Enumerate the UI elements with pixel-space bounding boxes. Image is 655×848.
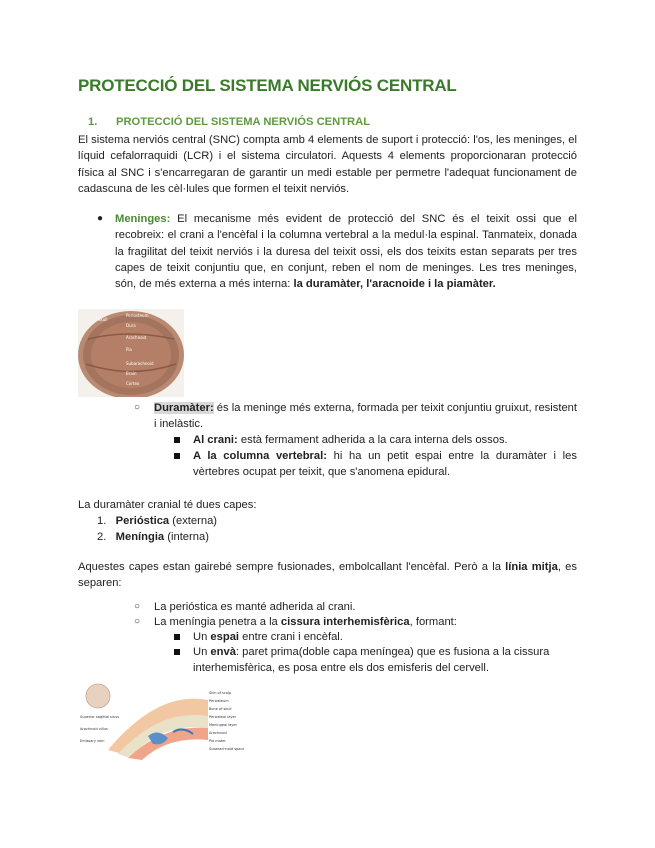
fig1-label: Dura	[126, 323, 136, 328]
bullet-icon: ●	[97, 213, 104, 224]
fig2-left-label: Emissary vein	[80, 739, 105, 743]
meninges-text: El mecanisme més evident de protecció del SNC és el teixit ossi que el recobreix: el crani a l'encèfal i la columna vertebral a la medul·la espinal. Tanmateix, donada la fragilitat del teixit nerviós i la duresa del teixit ossi, els dos teixits estan separats per tres capes de teixit conjuntiu que, en conjunt, reben el nom de meninges. Les tres meninges, són, de més externa a més interna:	[115, 213, 577, 291]
columna-label: A la columna vertebral:	[193, 450, 327, 462]
cranial-intro: La duramàter cranial té dues capes:	[78, 499, 257, 511]
page-title: PROTECCIÓ DEL SISTEMA NERVIÓS CENTRAL	[78, 76, 457, 95]
duramater-text: és la meninge més externa, formada per teixit conjuntiu gruixut, resistent i inelàstic.	[154, 402, 577, 431]
sublist-item-a: La perióstica es manté adherida al crani.	[154, 601, 356, 613]
periostica-label: Perióstica	[115, 515, 170, 527]
sublist-d-bold: envà	[210, 646, 236, 658]
meninges-skull-figure	[78, 309, 184, 397]
fig2-right-label: Subarachnoid space	[209, 747, 244, 751]
fig2-right-label: Meningeal layer	[209, 723, 237, 727]
sublist-d-text2: : paret prima(doble capa meníngea) que es fusiona a la cissura interhemisfèrica, es posa entre els dos emisferis del cervell.	[193, 646, 550, 675]
circle-bullet-icon: ○	[134, 601, 141, 612]
list-item	[97, 513, 217, 529]
duramater-paragraph	[154, 400, 577, 433]
list-item	[97, 529, 209, 545]
meninges-label: Meninges:	[115, 213, 171, 225]
meninges-bold-end: la duramàter, l'aracnoide i la piamàter.	[293, 278, 496, 291]
fig1-label: Cortex	[126, 381, 140, 386]
section-label: PROTECCIÓ DEL SISTEMA NERVIÓS CENTRAL	[116, 116, 371, 128]
fig1-label: Periosteum	[126, 313, 149, 318]
fig2-right-label: Periosteum	[209, 699, 229, 703]
square-bullet-icon	[174, 437, 180, 443]
fusion-text1: Aquestes capes estan gairebé sempre fusionades, embolcallant l'encèfal. Però a la	[78, 561, 506, 573]
circle-bullet-icon: ○	[134, 616, 141, 627]
crani-label: Al crani:	[193, 434, 238, 446]
sublist-c-text1: Un	[193, 631, 211, 643]
meninges-section-figure	[78, 680, 244, 760]
sublist-b-bold: cissura interhemisfèrica	[280, 616, 410, 628]
fig2-left-label: Superior sagittal sinus	[80, 715, 120, 719]
fig2-right-label: Skin of scalp	[209, 691, 232, 695]
sublist-item-b	[154, 614, 457, 630]
fusion-paragraph	[78, 559, 577, 592]
meninges-paragraph	[115, 211, 577, 292]
meningia-label: Meníngia	[115, 531, 165, 543]
fusion-text2: , es separen:	[78, 561, 577, 590]
square-bullet-icon	[174, 453, 180, 459]
circle-bullet-icon: ○	[134, 402, 141, 413]
section-number: 1.	[88, 116, 98, 128]
section-heading	[88, 116, 370, 128]
intro-paragraph: El sistema nerviós central (SNC) compta amb 4 elements de suport i protecció: l'os, les meninges, el líquid cefalorraquidi (LCR) i el sistema circulatori. Aquests 4 elements proporcionaran protecció física al SNC i s'encarregaran de garantir un medi estable per permetre l'adequat funcionament de cadascuna de les cèl·lules que formen el teixit nerviós.	[78, 134, 577, 195]
fig2-right-label: Periosteal layer	[209, 715, 237, 719]
sublist-b-text1: La meníngia penetra a la	[154, 616, 281, 628]
sublist-item-c	[193, 629, 343, 645]
fig1-label: Brain	[126, 371, 137, 376]
fig2-left-label: Arachnoid villus	[80, 727, 108, 731]
fig1-label: Skull	[98, 317, 108, 322]
columna-item	[193, 448, 577, 481]
sublist-c-text2: entre crani i encèfal.	[239, 631, 343, 643]
list-number: 2.	[97, 531, 107, 543]
square-bullet-icon	[174, 634, 180, 640]
duramater-label: Duramàter:	[154, 402, 214, 414]
crani-item	[193, 432, 577, 448]
sublist-d-text1: Un	[193, 646, 211, 658]
list-number: 1.	[97, 515, 107, 527]
fig1-label: Arachnoid	[126, 335, 147, 340]
sublist-item-d	[193, 644, 577, 677]
periostica-text: (externa)	[169, 515, 218, 527]
fig2-right-label: Bone of skull	[209, 707, 232, 711]
sublist-c-bold: espai	[210, 631, 240, 643]
sublist-b-text2: , formant:	[409, 616, 457, 628]
fig2-right-label: Pia mater	[209, 739, 226, 743]
columna-text: hi ha un petit espai entre la duramàter i les vèrtebres ocupat per teixit, que s'anomena epidural.	[193, 450, 577, 479]
meningia-text: (interna)	[164, 531, 209, 543]
fig2-right-label: Arachnoid	[209, 731, 227, 735]
crani-text: està fermament adherida a la cara interna dels ossos.	[237, 434, 508, 446]
square-bullet-icon	[174, 649, 180, 655]
fig1-label: Pia	[126, 347, 132, 352]
fig1-label: Subarachnoid	[126, 361, 154, 366]
fusion-bold: línia mitja	[505, 561, 558, 573]
